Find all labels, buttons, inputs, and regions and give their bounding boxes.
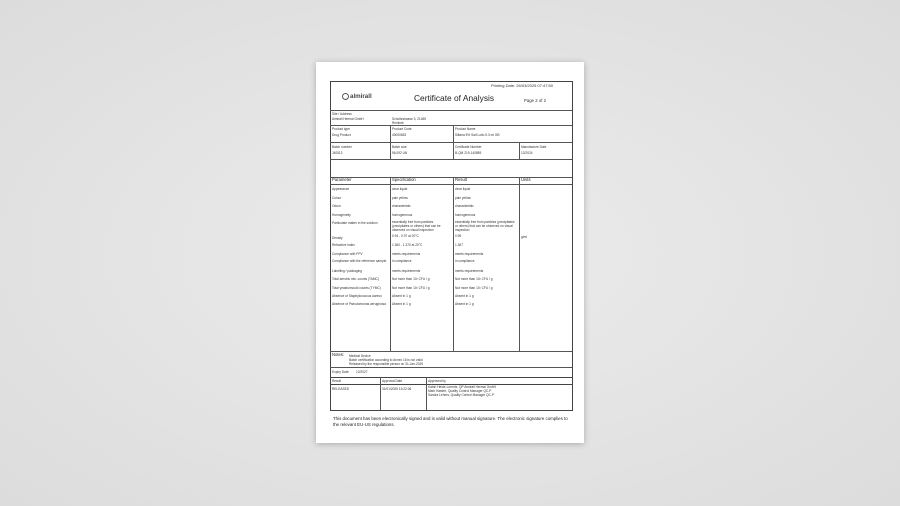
divider <box>519 177 520 351</box>
column-units: Units <box>521 177 531 182</box>
specification-cell: essentially free from particles (precipitates or others) that can be observed on visual inspection <box>392 220 441 232</box>
notes-line: Released by the responsible person on 31-Jan-2025 <box>349 361 424 366</box>
divider <box>390 177 391 351</box>
product-name-value: Siltana 5% Salt Lotio 5.3 ml GB <box>455 133 500 137</box>
divider <box>380 377 381 410</box>
divider <box>453 125 454 142</box>
parameter-cell: Density <box>332 235 343 240</box>
batch-number-label: Batch number <box>332 145 352 149</box>
parameter-cell: Refractive index <box>332 243 355 247</box>
result-cell: meets requirements <box>455 251 484 256</box>
result-cell: 0.95 <box>455 234 462 238</box>
parameter-cell: Particulate matter in the solution <box>332 221 378 225</box>
parameter-cell: Labelling / packaging <box>332 269 362 273</box>
result-cell: essentially free from particles (precipitates or others) that can be observed on visual inspection <box>455 220 515 232</box>
certificate-number-value: B-QM 219-140889 <box>455 151 482 155</box>
approval-result-label: Result <box>332 378 342 383</box>
specification-cell: meets requirements <box>392 269 421 273</box>
batch-size-label: Batch size <box>392 145 407 149</box>
approval-date-label: Approval Date <box>382 378 403 383</box>
batch-number-value: J40513 <box>332 151 343 155</box>
specification-cell: clear liquid <box>392 186 408 191</box>
certificate-page <box>316 62 584 443</box>
notes-line: Batch certification according to Annex 16 is not valid <box>349 357 423 362</box>
divider <box>390 142 391 159</box>
site-label: Site / Address <box>332 111 352 116</box>
specification-cell: Not more than 10¹ CFU / g <box>392 285 430 290</box>
parameter-cell: Colour <box>332 195 342 200</box>
certificate-frame <box>330 81 573 385</box>
divider <box>330 110 572 111</box>
specification-cell: meets requirements <box>392 251 421 256</box>
notes-line: Medical Device <box>349 353 371 358</box>
divider <box>330 351 572 352</box>
column-specification: Specification <box>392 177 416 182</box>
divider <box>330 142 572 143</box>
result-cell: Absent in 1 g <box>455 302 474 306</box>
approval-date-value: 31/01/2025 13:22:06 <box>382 387 412 391</box>
approver: Katrin Heide-Lorentz, QP Almirall Hermal GmbH <box>428 384 496 389</box>
result-cell: meets requirements <box>455 269 484 273</box>
result-cell: Absent in 1 g <box>455 294 474 298</box>
parameter-cell: Odour <box>332 204 341 208</box>
parameter-cell: Homogeneity <box>332 212 351 217</box>
parameter-cell: Compliance with FPV <box>332 251 363 256</box>
product-code-value: 40000653 <box>392 133 407 137</box>
electronic-signature-note: This document has been electronically signed and is valid without manual signature. The electronic signature complies to the relevant EU-US regulations. <box>333 416 568 427</box>
parameter-cell: Absence of Staphylococcus aureus <box>332 294 382 298</box>
divider <box>453 177 454 351</box>
almirall-logo <box>342 93 372 100</box>
result-cell: homogeneous <box>455 212 476 217</box>
units-cell: g/ml <box>521 234 528 239</box>
divider <box>453 142 454 159</box>
logo-text: almirall <box>350 93 372 101</box>
approver: Sandra Lehers, Quality Control Manager QC-P <box>428 392 495 397</box>
result-cell: Not more than 10² CFU / g <box>455 277 493 281</box>
divider <box>330 125 572 126</box>
site-address: Scholtzstrasse 3, 21465 Reinbek <box>392 117 427 125</box>
result-cell: pale yellow <box>455 195 471 200</box>
specification-cell: homogeneous <box>392 212 413 217</box>
divider <box>330 159 572 160</box>
divider <box>426 377 427 410</box>
site-name: Almirall Hermal GmbH <box>332 117 364 121</box>
manufacture-date-value: 12/2024 <box>521 151 533 155</box>
product-code-label: Product Code <box>392 127 412 131</box>
divider <box>330 367 572 368</box>
parameter-cell: Total aerobic mic. counts (TAMC) <box>332 277 379 281</box>
divider <box>390 125 391 142</box>
notes-label: Notes: <box>332 352 345 357</box>
product-type-label: Product type <box>332 127 350 131</box>
document-title: Certificate of Analysis <box>414 93 495 103</box>
parameter-cell: Compliance with the reference sample <box>332 258 387 263</box>
parameter-cell: Total yeasts/mould counts (TYMC) <box>332 285 381 290</box>
printing-date: Printing Date: 26/03/2025 07:47:50 <box>490 83 553 88</box>
specification-cell: pale yellow <box>392 195 408 200</box>
specification-cell: Absent in 1 g <box>392 294 411 298</box>
almirall-logo-icon <box>342 93 349 100</box>
divider <box>330 184 572 185</box>
batch-size-value: 96,092 UN <box>392 151 408 155</box>
specification-cell: characteristic <box>392 204 411 208</box>
divider <box>519 142 520 159</box>
product-name-label: Product Name <box>455 127 476 131</box>
expiry-value: 12/2027 <box>356 369 368 374</box>
result-cell: clear liquid <box>455 186 471 191</box>
specification-cell: 1.360 - 1.370 at 20°C <box>392 243 423 247</box>
page-number: Page 2 of 2 <box>524 98 546 103</box>
result-cell: in compliance <box>455 258 475 263</box>
specification-cell: 0.94 - 0.97 at 20°C <box>392 234 419 238</box>
specification-cell: in compliance <box>392 258 412 263</box>
divider <box>330 177 572 178</box>
specification-cell: Absent in 1 g <box>392 302 411 306</box>
result-cell: 1.367 <box>455 243 463 247</box>
parameter-cell: Absence of Pseudomonas aeruginosa <box>332 302 386 306</box>
approved-by-label: Approved by <box>428 378 446 383</box>
expiry-label: Expiry Date: <box>332 369 350 374</box>
parameter-cell: Appearance <box>332 186 350 191</box>
approver: Mark Hastert, Quality Control Manager QC-P <box>428 388 492 393</box>
approval-result-value: RELEASED <box>332 387 350 391</box>
result-cell: characteristic <box>455 204 474 208</box>
certificate-number-label: Certificate Number <box>455 145 482 149</box>
manufacture-date-label: Manufacture Date <box>521 145 547 149</box>
column-parameter: Parameter <box>332 177 352 182</box>
column-result: Result <box>455 177 467 182</box>
specification-cell: Not more than 10² CFU / g <box>392 277 430 281</box>
product-type-value: Drug Product <box>332 133 351 137</box>
result-cell: Not more than 10¹ CFU / g <box>455 285 493 290</box>
